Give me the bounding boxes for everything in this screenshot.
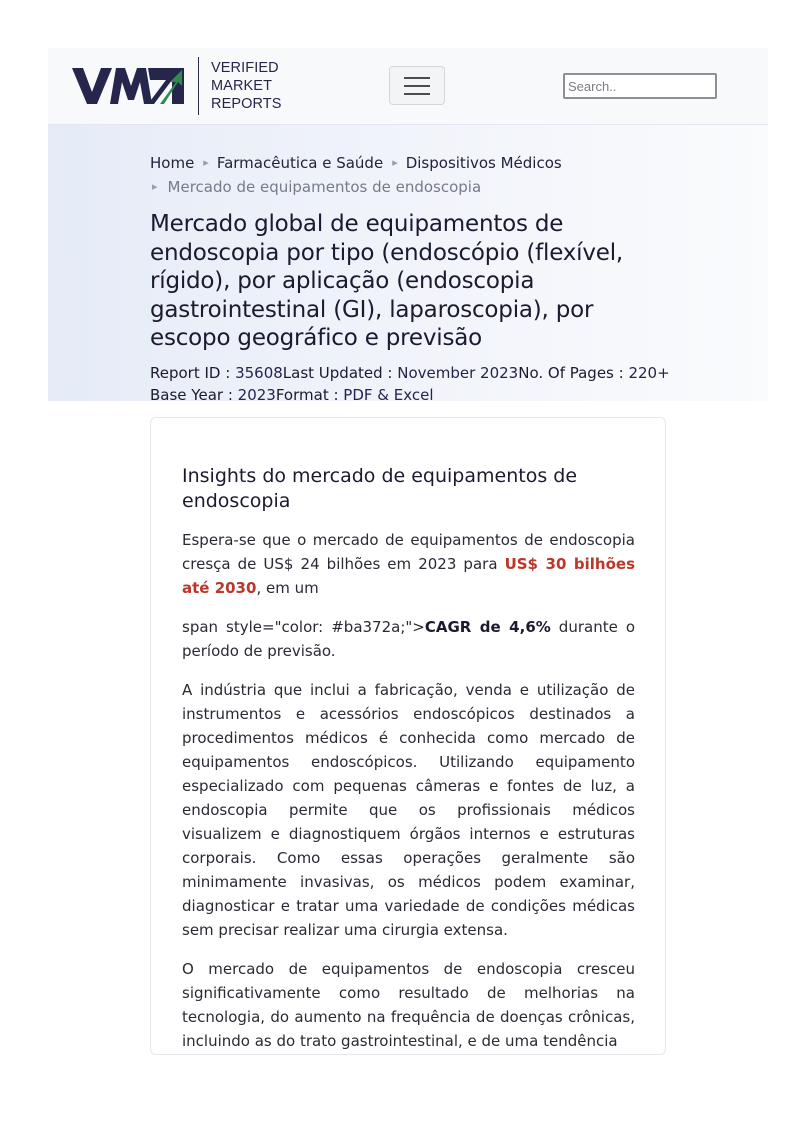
paragraph-text: span style="color: #ba372a;"> bbox=[182, 618, 425, 636]
brand-line: MARKET bbox=[211, 78, 273, 94]
insights-paragraph: A indústria que inclui a fabricação, venda e utilização de instrumentos e acessórios endoscópicos destinados a procedimentos médicos é conhecida como mercado de equipamentos endoscópicos. Utilizando equipamento especializado com pequenas câmeras e fontes de luz, a endoscopia permite que os profissionais médicos visualizem e diagnostiquem órgãos internos e estruturas corporais. Como essas operações geralmente são minimamente invasivas, os médicos podem examinar, diagnosticar e tratar uma variedade de condições médicas sem precisar realizar uma cirurgia extensa. bbox=[182, 681, 635, 939]
chevron-right-icon: ▸ bbox=[392, 156, 398, 169]
insights-paragraph bbox=[182, 528, 635, 600]
report-hero bbox=[48, 125, 768, 404]
cagr-value: CAGR de 4,6% bbox=[424, 618, 551, 636]
insights-heading: Insights do mercado de equipamentos de endoscopia bbox=[182, 465, 578, 512]
breadcrumb-current: Mercado de equipamentos de endoscopia bbox=[167, 178, 482, 196]
insights-paragraph: O mercado de equipamentos de endoscopia cresceu significativamente como resultado de melhorias na tecnologia, do aumento na frequência de doenças crônicas, incluindo as do trato gastrointestinal, e de uma tendência bbox=[182, 960, 635, 1050]
paragraph-text: durante o período de previsão. bbox=[182, 618, 636, 660]
report-meta-row bbox=[150, 362, 670, 384]
last-updated-value: November 2023 bbox=[397, 363, 519, 382]
breadcrumb-subcategory-link[interactable]: Dispositivos Médicos bbox=[405, 154, 562, 172]
format-label: Format : bbox=[275, 385, 344, 404]
brand-line: VERIFIED bbox=[211, 60, 279, 76]
paragraph-text: , em um bbox=[256, 579, 319, 597]
chevron-right-icon: ▸ bbox=[203, 156, 209, 169]
report-id-label: Report ID : bbox=[150, 363, 236, 382]
brand-name bbox=[211, 59, 282, 113]
page-title: Mercado global de equipamentos de endoscopia por tipo (endoscópio (flexível, rígido), por aplicação (endoscopia gastrointestinal (GI), laparoscopia), por escopo geográfico e previsão bbox=[150, 211, 624, 351]
report-meta bbox=[150, 362, 670, 406]
report-id-value: 35608 bbox=[235, 363, 283, 382]
format-value: PDF & Excel bbox=[343, 385, 434, 404]
breadcrumb bbox=[150, 151, 670, 199]
pages-label: No. Of Pages : bbox=[518, 363, 629, 382]
market-forecast-highlight: US$ 30 bilhões até 2030 bbox=[182, 555, 635, 597]
menu-toggle-button[interactable] bbox=[389, 66, 445, 105]
report-meta-row bbox=[150, 384, 670, 406]
search-input[interactable] bbox=[563, 73, 717, 99]
breadcrumb-home-link[interactable]: Home bbox=[150, 154, 195, 172]
base-year-value: 2023 bbox=[237, 385, 276, 404]
breadcrumb-category-link[interactable]: Farmacêutica e Saúde bbox=[216, 154, 384, 172]
hamburger-icon bbox=[403, 75, 431, 97]
brand-line: REPORTS bbox=[211, 96, 282, 112]
logo-divider bbox=[198, 57, 199, 115]
insights-paragraph bbox=[182, 615, 635, 663]
insights-card bbox=[150, 417, 666, 1055]
last-updated-label: Last Updated : bbox=[282, 363, 398, 382]
site-header bbox=[48, 48, 768, 125]
vmr-logo-mark bbox=[72, 66, 184, 106]
paragraph-text: Espera-se que o mercado de equipamentos de endoscopia cresça de US$ 24 bilhões em 2023 para bbox=[182, 531, 635, 573]
base-year-label: Base Year : bbox=[150, 385, 238, 404]
chevron-right-icon: ▸ bbox=[152, 180, 158, 193]
brand-logo[interactable] bbox=[72, 56, 282, 116]
pages-value: 220+ bbox=[628, 363, 670, 382]
